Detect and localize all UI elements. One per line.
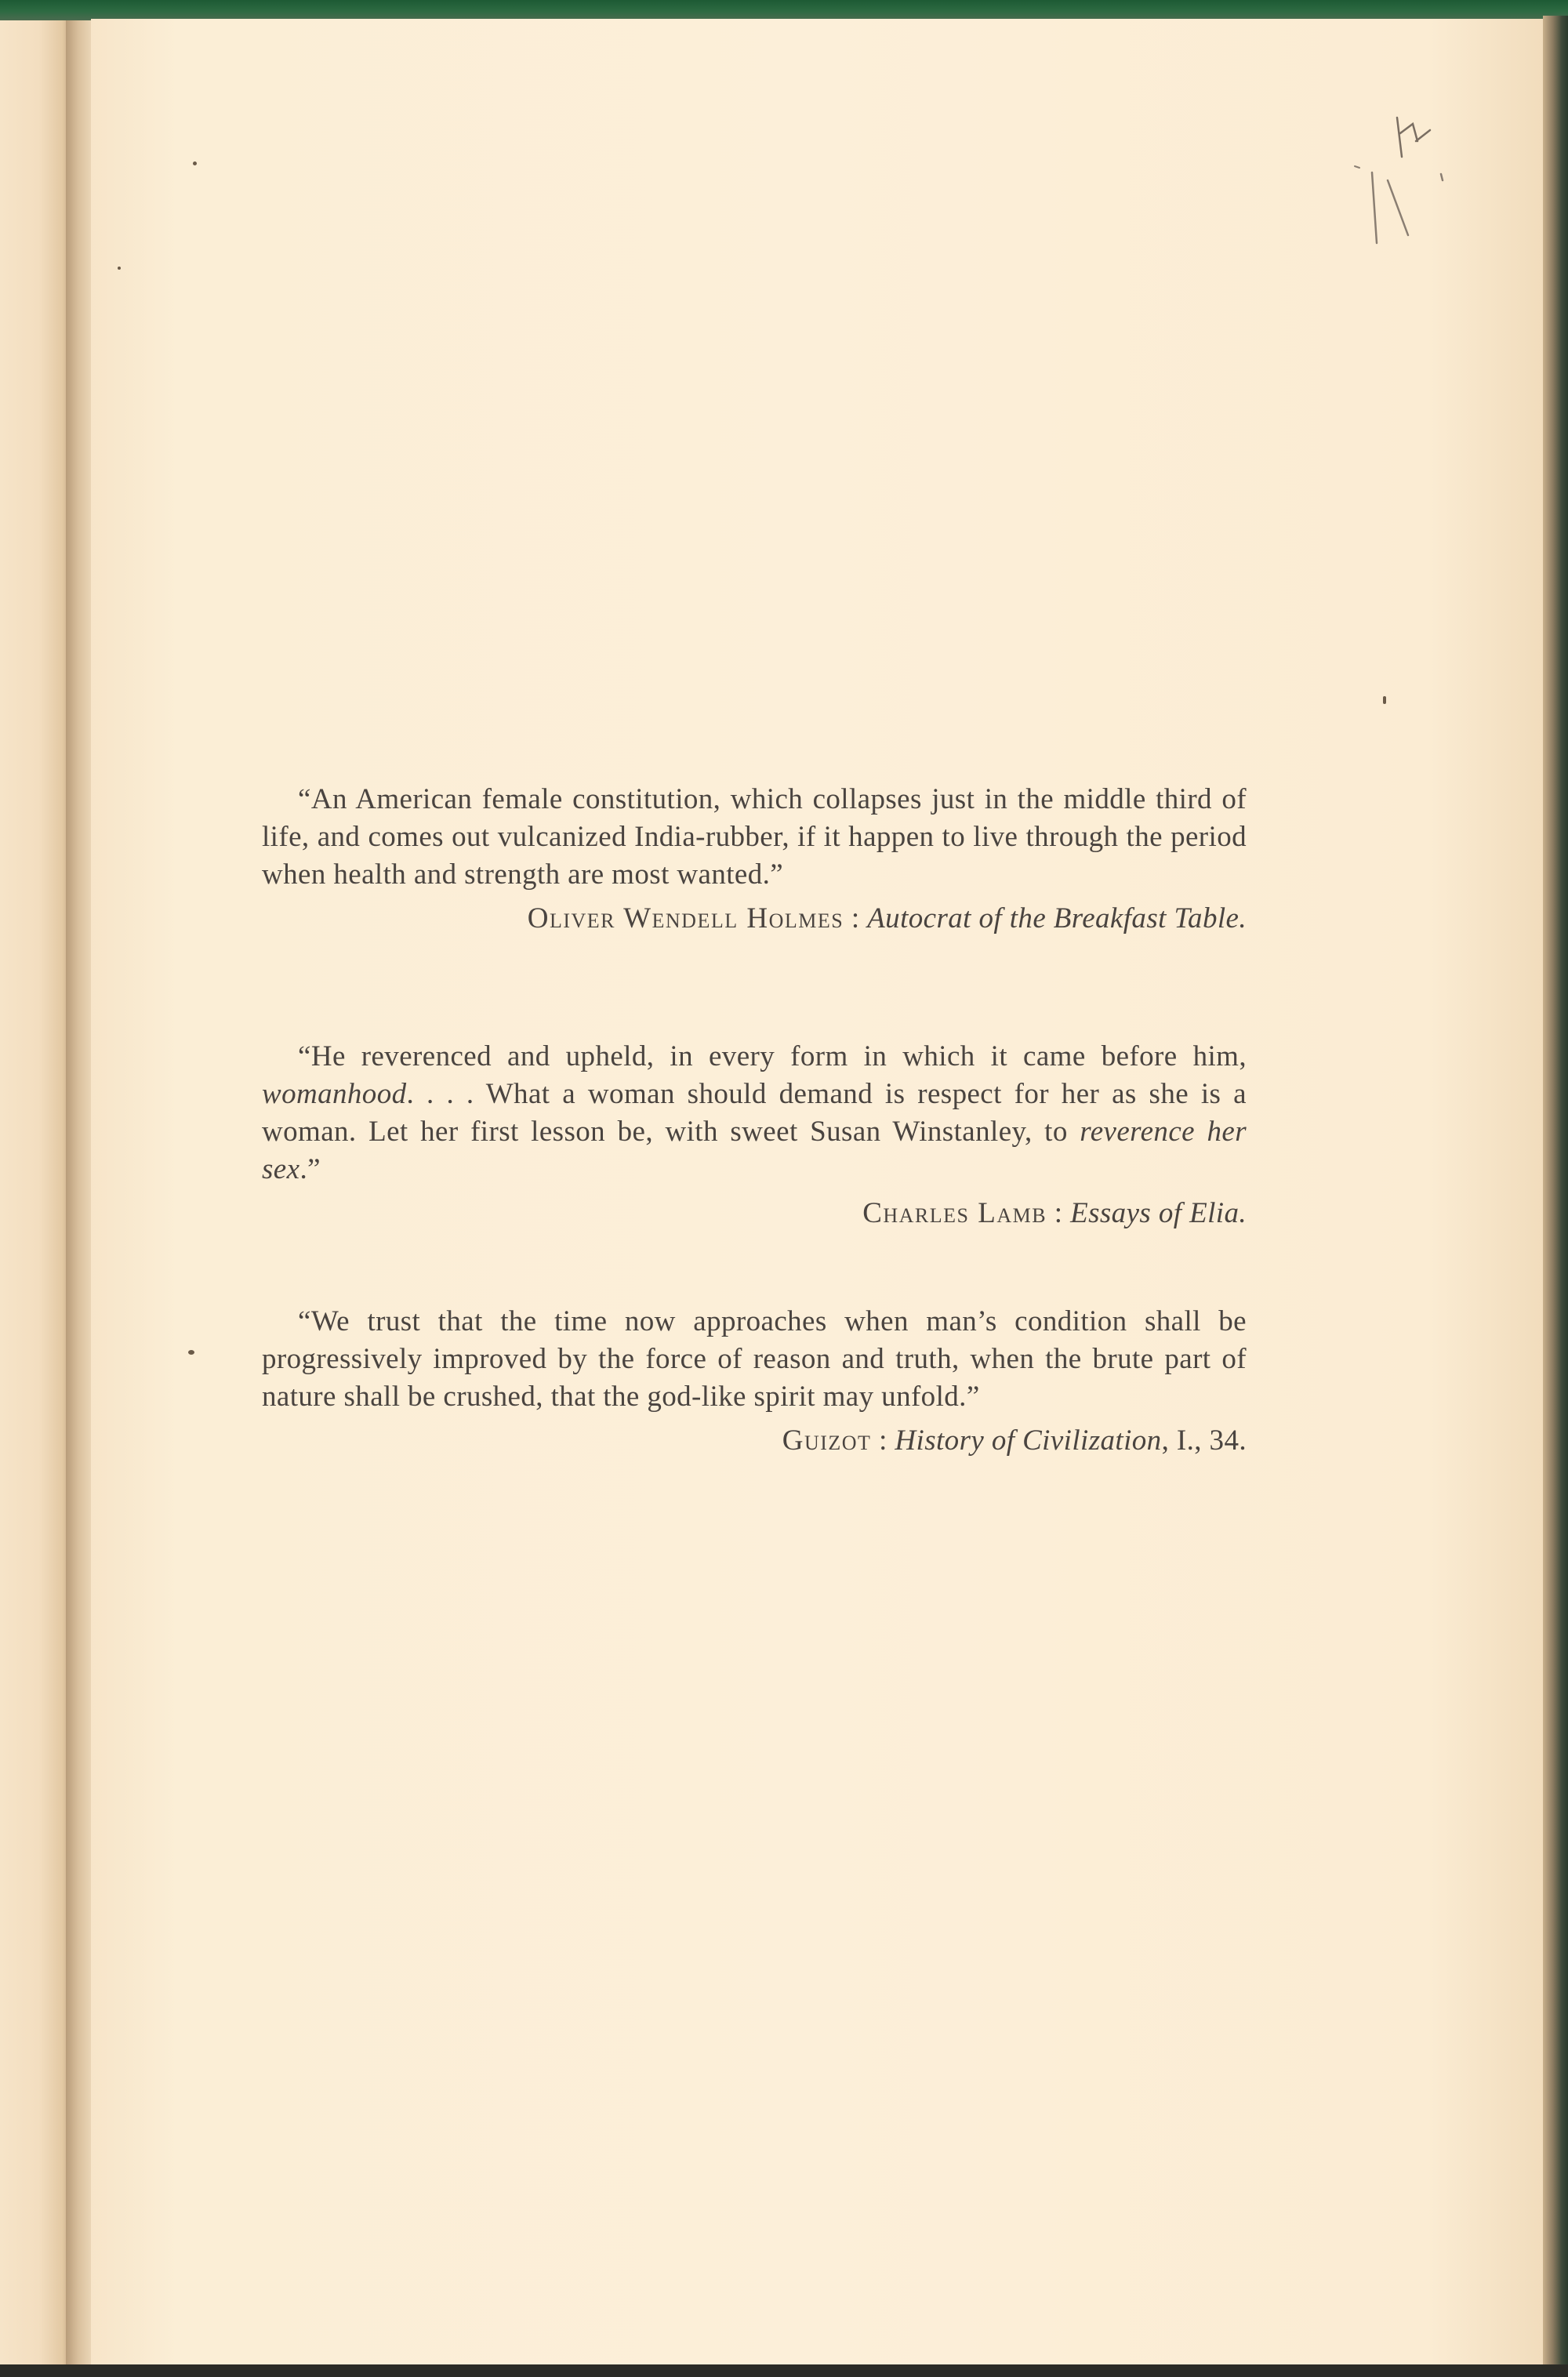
quote-work-title: History of Civilization — [895, 1424, 1162, 1457]
speck — [118, 267, 121, 270]
quote-text-part: .” — [299, 1153, 321, 1185]
quote-author: Guizot — [782, 1424, 872, 1457]
pencil-mark-icon — [1348, 102, 1466, 274]
speck — [193, 161, 197, 165]
quote-work-title: Autocrat of the Breakfast Table. — [867, 902, 1247, 934]
attribution-separator: : — [844, 902, 868, 934]
attribution-separator: : — [871, 1424, 895, 1457]
facing-page-edge — [0, 20, 71, 2364]
quote-emphasis: reverence her sex — [262, 1116, 1247, 1185]
quote-attribution — [262, 1422, 1247, 1460]
quote-emphasis: womanhood — [262, 1078, 407, 1110]
quote-text — [262, 1038, 1247, 1188]
quote-guizot — [262, 1303, 1247, 1460]
quote-text-part: . . . . What a woman should demand is respect for her as she is a woman. Let her first lesson be, with sweet Susan Winstanley, to — [262, 1078, 1247, 1148]
speck — [188, 1350, 194, 1355]
quote-author: Oliver Wendell Holmes — [527, 902, 844, 934]
speck — [1383, 696, 1386, 704]
quote-lamb — [262, 1038, 1247, 1232]
quote-work-title: Essays of Elia. — [1070, 1197, 1247, 1229]
quote-author: Charles Lamb — [862, 1197, 1047, 1229]
quote-holmes — [262, 781, 1247, 938]
quote-text: “An American female constitution, which collapses just in the middle third of life, and comes out vulcanized India-rubber, if it happen to live through the period when health and strength are most wanted.” — [262, 783, 1247, 891]
quote-text: “We trust that the time now approaches when man’s condition shall be progressively improved by the force of reason and truth, when the brute part of nature shall be crushed, that the god-like spirit may unfold.” — [262, 1305, 1247, 1413]
quote-text-part: “He reverenced and upheld, in every form in which it came before him, — [298, 1040, 1247, 1072]
book-top-edge — [0, 0, 1568, 20]
quote-work-suffix: , I., 34. — [1161, 1424, 1247, 1457]
book-cover-edge — [1543, 16, 1568, 2377]
attribution-separator: : — [1047, 1197, 1071, 1229]
book-bottom-edge — [0, 2364, 1568, 2377]
quote-attribution — [262, 1195, 1247, 1232]
quote-attribution — [262, 900, 1247, 938]
